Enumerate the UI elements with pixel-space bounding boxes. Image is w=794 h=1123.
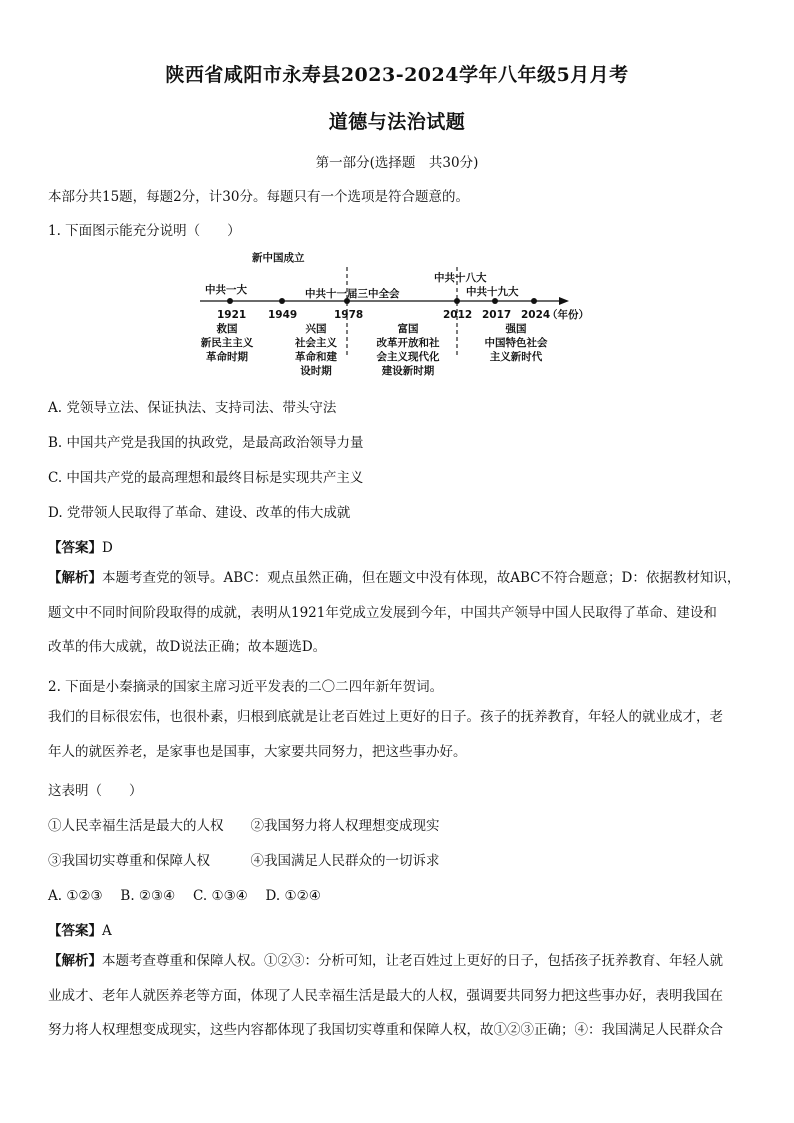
label-19th-congress: 中共十九大 xyxy=(466,286,519,298)
period-1-line-2: 新民主主义 xyxy=(200,337,254,349)
q1-analysis xyxy=(48,561,748,665)
year-2017: 2017 xyxy=(482,309,512,321)
q1-option-b: B. 中国共产党是我国的执政党，是最高政治领导力量 xyxy=(48,435,364,451)
page-subtitle: 道德与法治试题 xyxy=(328,111,466,133)
section-heading: 第一部分(选择题 共30分) xyxy=(315,155,479,171)
analysis-tag: 【解析】 xyxy=(48,570,102,586)
q2-stem: 2. 下面是小秦摘录的国家主席习近平发表的二〇二四年新年贺词。 xyxy=(48,679,444,695)
period-3-line-4: 建设新时期 xyxy=(381,365,435,377)
answer-value: D xyxy=(102,540,113,556)
dot-1921 xyxy=(227,298,233,304)
answer-value: A xyxy=(102,923,112,939)
page-title: 陕西省咸阳市永寿县2023-2024学年八年级5月月考 xyxy=(165,64,629,86)
quote-line: 年人的就医养老，是家事也是国事，大家要共同努力，把这些事办好。 xyxy=(48,743,467,760)
q2-statements-1: ①人民幸福生活是最大的人权 ②我国努力将人权理想变成现实 xyxy=(48,818,440,834)
dot-2012 xyxy=(454,298,460,304)
axis-unit: （年份） xyxy=(547,309,589,321)
year-2024: 2024 xyxy=(521,309,551,321)
period-3-line-2: 改革开放和社 xyxy=(376,337,440,349)
q2-statements-2: ③我国切实尊重和保障人权 ④我国满足人民群众的一切诉求 xyxy=(48,853,440,869)
period-4-line-2: 中国特色社会 xyxy=(484,337,548,349)
period-2-line-2: 社会主义 xyxy=(295,337,337,349)
analysis-line: 业成才、老年人就医养老等方面，体现了人民幸福生活是最大的人权，强调要共同努力把这些事办好，表明我国在 xyxy=(48,987,723,1004)
answer-tag: 【答案】 xyxy=(48,540,102,556)
analysis-line: 努力将人权理想变成现实，这些内容都体现了我国切实尊重和保障人权，故①②③正确；④：我国满足人民群众合 xyxy=(48,1022,723,1038)
period-1-line-1: 救国 xyxy=(216,323,238,335)
q1-stem: 1. 下面图示能充分说明（ ） xyxy=(48,223,241,239)
q1-answer xyxy=(48,536,113,556)
period-4-line-1: 强国 xyxy=(505,323,527,335)
period-4-line-3: 主义新时代 xyxy=(489,351,543,363)
analysis-line: 本题考查党的领导。ABC：观点虽然正确，但在题文中没有体现，故ABC不符合题意；D：依据教材知识， xyxy=(102,570,741,586)
q2-answer xyxy=(48,919,112,939)
analysis-line: 改革的伟大成就，故D说法正确；故本题选D。 xyxy=(48,639,327,655)
label-first-congress: 中共一大 xyxy=(205,284,247,296)
instructions: 本部分共15题，每题2分，计30分。每题只有一个选项是符合题意的。 xyxy=(48,189,469,205)
q2-quote xyxy=(48,700,748,769)
dot-2017 xyxy=(492,298,498,304)
year-1921: 1921 xyxy=(217,309,247,321)
year-1949: 1949 xyxy=(268,309,298,321)
dot-2024 xyxy=(531,298,537,304)
analysis-line: 题文中不同时间阶段取得的成就，表明从1921年党成立发展到今年，中国共产领导中国人民取得了革命、建设和 xyxy=(48,604,717,621)
period-2-line-1: 兴国 xyxy=(305,323,327,335)
answer-tag: 【答案】 xyxy=(48,923,102,939)
period-2-line-3: 革命和建 xyxy=(295,351,337,363)
q1-option-d: D. 党带领人民取得了革命、建设、改革的伟大成就 xyxy=(48,505,351,521)
axis-arrow-icon xyxy=(559,297,569,305)
period-3-line-3: 会主义现代化 xyxy=(376,351,440,363)
q1-timeline-figure xyxy=(190,245,610,380)
analysis-line: 本题考查尊重和保障人权。①②③：分析可知，让老百姓过上更好的日子，包括孩子抚养教育、年轻人就 xyxy=(102,953,723,969)
dot-1949 xyxy=(279,298,285,304)
year-1978: 1978 xyxy=(334,309,364,321)
period-3-line-1: 富国 xyxy=(397,323,419,335)
q2-prompt: 这表明（ ） xyxy=(48,783,143,799)
period-1-line-3: 革命时期 xyxy=(206,351,248,363)
quote-line: 我们的目标很宏伟，也很朴素，归根到底就是让老百姓过上更好的日子。孩子的抚养教育，年轻人的就业成才，老 xyxy=(48,709,723,725)
q1-option-a: A. 党领导立法、保证执法、支持司法、带头守法 xyxy=(48,400,337,416)
q1-option-c: C. 中国共产党的最高理想和最终目标是实现共产主义 xyxy=(48,470,364,486)
q2-analysis xyxy=(48,944,748,1048)
label-third-plenum: 中共十一届三中全会 xyxy=(305,288,400,300)
label-18th-congress: 中共十八大 xyxy=(434,272,487,284)
year-2012: 2012 xyxy=(443,309,473,321)
label-new-china: 新中国成立 xyxy=(252,252,305,264)
analysis-tag: 【解析】 xyxy=(48,953,102,969)
q2-options: A. ①②③ B. ②③④ C. ①③④ D. ①②④ xyxy=(48,888,321,904)
period-2-line-4: 设时期 xyxy=(300,365,332,377)
